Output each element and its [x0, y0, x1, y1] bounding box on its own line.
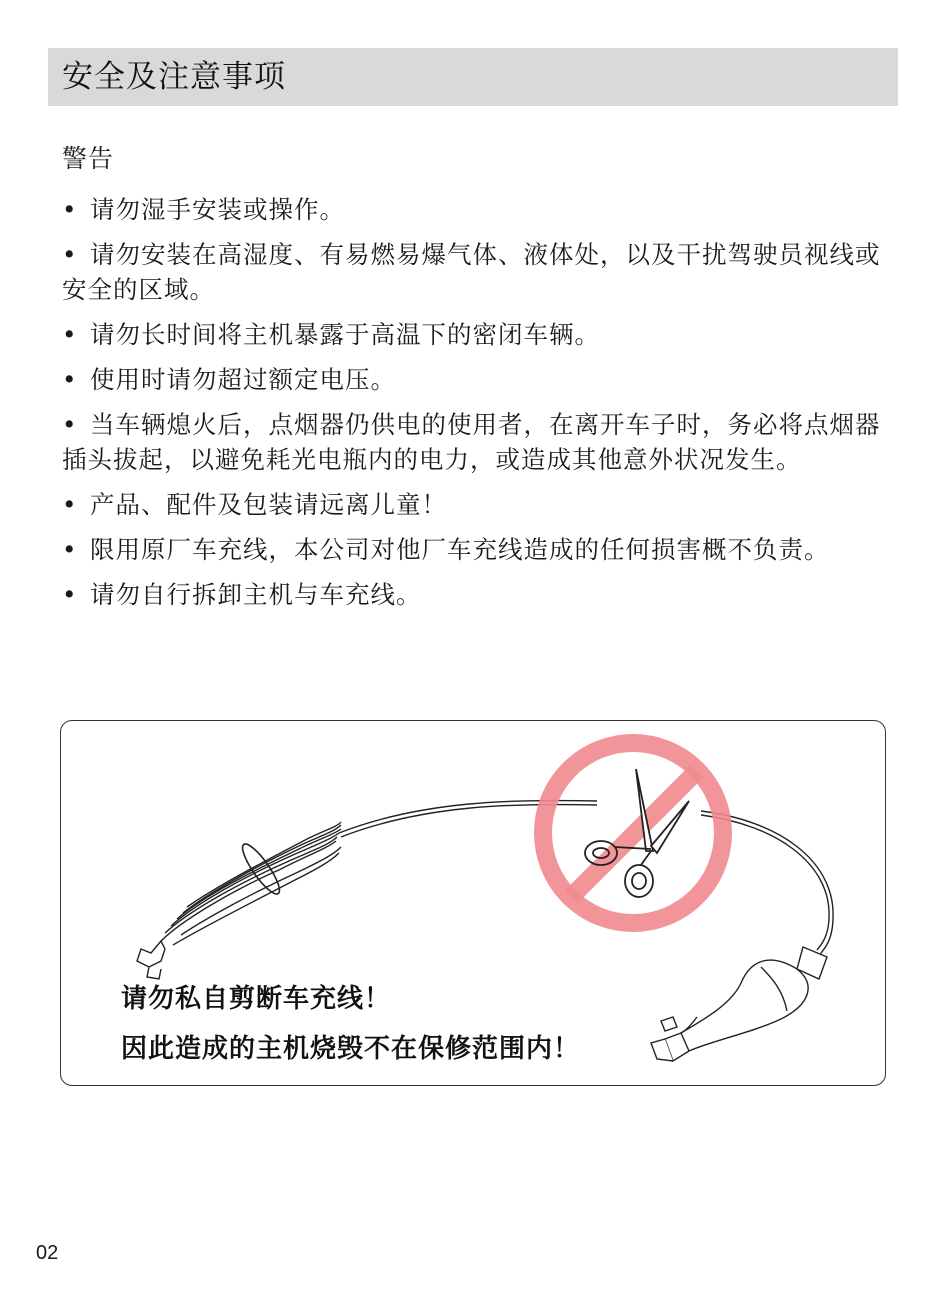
warning-line-2: 因此造成的主机烧毁不在保修范围内！ [121, 1034, 581, 1064]
bullet: • [62, 490, 78, 519]
list-item-text: 限用原厂车充线，本公司对他厂车充线造成的任何损害概不负责。 [90, 535, 830, 564]
list-item [62, 317, 882, 352]
list-item [62, 237, 882, 307]
list-item-text: 请勿自行拆卸主机与车充线。 [90, 580, 422, 609]
bullet: • [62, 240, 78, 269]
warning-list [62, 192, 882, 622]
bullet: • [62, 580, 78, 609]
bullet: • [62, 365, 78, 394]
list-item-text: 请勿长时间将主机暴露于高温下的密闭车辆。 [90, 320, 600, 349]
section-title: 安全及注意事项 [62, 59, 286, 95]
warning-heading: 警告 [62, 144, 115, 173]
page-number: 02 [36, 1242, 59, 1264]
list-item-text: 请勿安装在高湿度、有易燃易爆气体、液体处，以及干扰驾驶员视线或安全的区域。 [62, 240, 881, 304]
bullet: • [62, 410, 78, 439]
list-item [62, 362, 882, 397]
list-item [62, 192, 882, 227]
cable-warning-box [60, 720, 886, 1086]
bullet: • [62, 535, 78, 564]
list-item-text: 使用时请勿超过额定电压。 [90, 365, 396, 394]
list-item [62, 577, 882, 612]
section-header [48, 48, 898, 106]
bullet: • [62, 195, 78, 224]
list-item [62, 407, 882, 477]
bullet: • [62, 320, 78, 349]
list-item-text: 请勿湿手安装或操作。 [90, 195, 345, 224]
list-item-text: 当车辆熄火后，点烟器仍供电的使用者，在离开车子时，务必将点烟器插头拔起，以避免耗光电瓶内的电力，或造成其他意外状况发生。 [62, 410, 881, 474]
list-item [62, 532, 882, 567]
list-item-text: 产品、配件及包装请远离儿童！ [90, 490, 447, 519]
list-item [62, 487, 882, 522]
warning-line-1: 请勿私自剪断车充线！ [121, 984, 392, 1014]
